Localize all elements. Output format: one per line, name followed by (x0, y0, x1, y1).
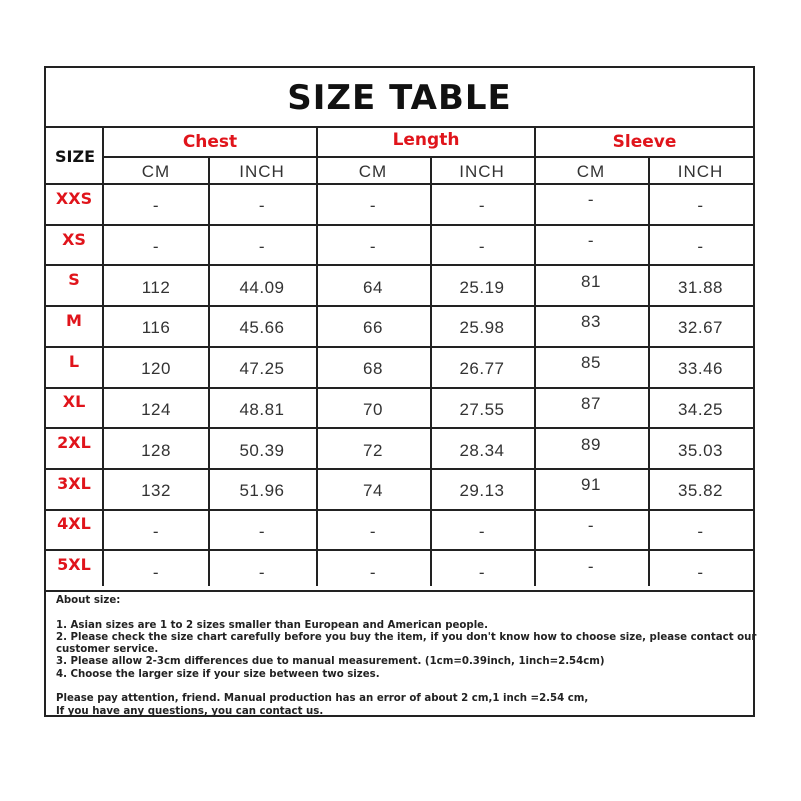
table-cell: 112 (141, 277, 171, 297)
table-cell: 27.55 (459, 399, 505, 419)
table-cell: 32.67 (677, 318, 724, 338)
table-cell: - (258, 196, 266, 216)
table-cell: 70 (363, 399, 383, 419)
table-cell: - (369, 521, 377, 541)
table-cell: - (369, 196, 377, 216)
table-cell: - (697, 562, 704, 582)
table-cell: 50.39 (239, 440, 285, 460)
table-cell: 64 (363, 277, 383, 297)
table-cell: 45.66 (239, 318, 285, 338)
table-cell: - (478, 196, 486, 216)
table-cell: - (587, 190, 595, 210)
table-cell: - (258, 237, 266, 257)
note-item: 1. Asian sizes are 1 to 2 sizes smaller than European and American people. (56, 619, 488, 631)
length-group-header: Length (392, 130, 460, 150)
table-cell: 89 (581, 434, 601, 454)
notes-footer-line: Please pay attention, friend. Manual production has an error of about 2 cm,1 inch =2.54 cm, (56, 693, 589, 705)
table-cell: 51.96 (239, 481, 285, 501)
size-label: XL (62, 392, 86, 412)
note-item: 4. Choose the larger size if your size between two sizes. (56, 668, 380, 680)
table-cell: 91 (581, 475, 601, 495)
unit-header-inch: INCH (239, 161, 285, 181)
table-cell: 68 (363, 359, 383, 379)
table-cell: - (478, 237, 486, 257)
table-cell: - (478, 521, 486, 541)
size-label: 5XL (57, 555, 91, 575)
unit-header-cm: CM (576, 161, 606, 181)
unit-header-cm: CM (358, 161, 388, 181)
table-cell: - (478, 562, 486, 582)
table-cell: - (152, 521, 160, 541)
chest-group-header: Chest (182, 132, 238, 152)
size-label: 3XL (57, 473, 91, 493)
table-cell: - (369, 237, 377, 257)
table-cell: - (258, 562, 266, 582)
table-cell: - (152, 237, 160, 257)
table-cell: - (587, 556, 595, 576)
size-notes (56, 595, 757, 718)
size-label: M (66, 310, 82, 330)
table-cell: - (152, 196, 160, 216)
table-cell: - (369, 562, 377, 582)
size-label: S (68, 270, 80, 290)
table-cell: 28.34 (459, 440, 505, 460)
table-cell: 72 (363, 440, 383, 460)
table-cell: - (697, 196, 704, 216)
table-cell: 25.98 (459, 318, 505, 338)
table-cell: 132 (141, 481, 171, 501)
table-cell: 120 (141, 359, 171, 379)
table-cell: 25.19 (459, 277, 505, 297)
table-cell: 66 (363, 318, 383, 338)
table-cell: 31.88 (677, 277, 724, 297)
table-cell: - (587, 231, 595, 251)
table-cell: - (258, 521, 266, 541)
note-item: 3. Please allow 2-3cm differences due to manual measurement. (1cm=0.39inch, 1inch=2.54cm) (56, 656, 605, 668)
note-item: 2. Please check the size chart carefully before you buy the item, if you don't know how to choose size, please contact our (56, 631, 757, 643)
notes-heading: About size: (56, 595, 121, 606)
table-cell: - (152, 562, 160, 582)
table-cell: 81 (581, 271, 601, 291)
note-item: customer service. (56, 644, 159, 656)
page-title: SIZE TABLE (287, 78, 512, 118)
table-cell: 33.46 (677, 359, 724, 379)
table-cell: 48.81 (239, 399, 285, 419)
size-table (44, 66, 755, 717)
table-cell: 87 (581, 393, 601, 413)
size-column-header: SIZE (54, 147, 95, 166)
table-cell: 83 (581, 312, 601, 332)
table-cell: 26.77 (459, 359, 505, 379)
table-cell: - (697, 237, 704, 257)
size-label: L (68, 351, 80, 371)
table-cell: 44.09 (239, 277, 285, 297)
unit-header-inch: INCH (677, 161, 724, 181)
table-cell: 34.25 (677, 399, 724, 419)
size-label: XXS (55, 188, 93, 208)
unit-header-cm: CM (141, 161, 171, 181)
table-cell: 128 (141, 440, 171, 460)
unit-header-inch: INCH (459, 161, 505, 181)
table-cell: - (697, 521, 704, 541)
table-cell: 116 (141, 318, 171, 338)
table-cell: 85 (581, 353, 601, 373)
size-label: 4XL (57, 514, 91, 534)
notes-footer-line: If you have any questions, you can contact us. (56, 705, 324, 717)
table-cell: - (587, 515, 595, 535)
table-cell: 47.25 (239, 359, 285, 379)
table-cell: 35.03 (677, 440, 724, 460)
table-cell: 74 (363, 481, 383, 501)
table-cell: 29.13 (459, 481, 505, 501)
table-cell: 35.82 (677, 481, 724, 501)
size-label: XS (62, 229, 86, 249)
sleeve-group-header: Sleeve (612, 132, 677, 152)
table-cell: 124 (141, 399, 171, 419)
size-label: 2XL (57, 433, 91, 453)
